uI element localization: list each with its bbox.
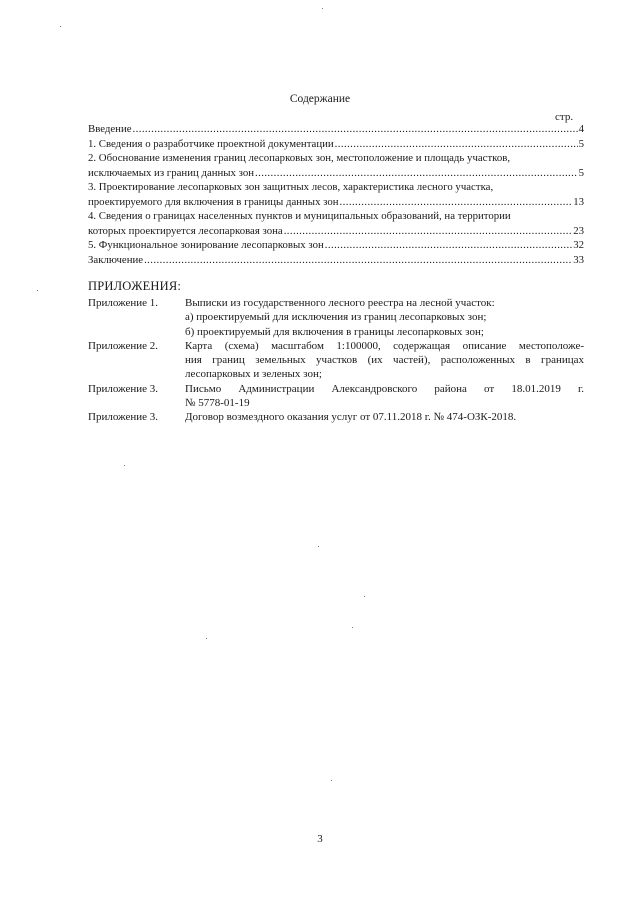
appendix-2: [88, 339, 584, 382]
toc-entry-4: [88, 209, 584, 238]
toc-entry-conclusion: [88, 253, 584, 268]
toc-entry-page: 32: [573, 239, 584, 251]
toc-leader: [335, 137, 578, 152]
toc-entry-text: Заключение: [88, 253, 144, 266]
toc-entry-page: 5: [578, 166, 584, 179]
scan-speck: [37, 290, 38, 291]
appendices-list: [88, 296, 584, 425]
appendix-line: Выписки из государственного лесного реестра на лесной участок:: [185, 297, 495, 309]
appendix-description: [185, 296, 584, 339]
toc-page-column-header: стр.: [555, 111, 574, 123]
scan-speck: [322, 8, 323, 9]
appendix-label: Приложение 3.: [88, 411, 159, 424]
toc-entry-text: 1. Сведения о разработчике проектной документации: [88, 137, 334, 150]
toc-entry-page: 4: [578, 123, 584, 135]
toc-entry-text-continued: которых проектируется лесопарковая зона: [88, 224, 283, 237]
toc-entry-page: 33: [573, 253, 584, 266]
scan-speck: [331, 780, 332, 781]
toc-leader: [144, 253, 572, 268]
appendix-line: Карта (схема) масштабом 1:100000, содержащая описание местоположе-: [185, 339, 584, 352]
scan-speck: [352, 627, 353, 628]
appendix-1: [88, 296, 584, 339]
scan-speck: [60, 26, 61, 27]
toc-entry-5: [88, 238, 584, 253]
toc-entry-text: 3. Проектирование лесопарковых зон защитных лесов, характеристика лесного участка,: [88, 181, 494, 193]
appendix-line: а) проектируемый для исключения из границ лесопарковых зон;: [185, 311, 487, 324]
scan-speck: [364, 596, 365, 597]
toc-entry-1: [88, 137, 584, 152]
page-number: 3: [317, 833, 323, 845]
appendix-3-letter: [88, 382, 584, 411]
toc-leader: [255, 166, 578, 181]
table-of-contents: [88, 122, 584, 267]
toc-entry-page: 5: [578, 137, 584, 150]
appendix-line: ния границ земельных участков (их частей), расположенных в границах: [185, 354, 584, 367]
toc-leader: [340, 195, 573, 210]
appendix-label: Приложение 3.: [88, 382, 159, 395]
toc-entry-page: 23: [573, 224, 584, 237]
appendix-description: [185, 382, 584, 411]
toc-entry-text: 5. Функциональное зонирование лесопарковых зон: [88, 239, 324, 251]
scan-speck: [124, 465, 125, 466]
toc-entry-text: 4. Сведения о границах населенных пунктов и муниципальных образований, на территории: [88, 210, 511, 222]
toc-entry-text: Введение: [88, 123, 132, 135]
toc-entry-text-continued: исключаемых из границ данных зон: [88, 166, 255, 179]
toc-leader: [325, 238, 572, 253]
appendices-title: ПРИЛОЖЕНИЯ:: [88, 279, 182, 293]
appendix-line: Письмо Администрации Александровского района от 18.01.2019 г.: [185, 382, 584, 395]
toc-entry-2: [88, 151, 584, 180]
appendix-line: б) проектируемый для включения в границы лесопарковых зон;: [185, 325, 484, 338]
toc-leader: [133, 122, 578, 137]
toc-entry-3: [88, 180, 584, 209]
appendix-label: Приложение 2.: [88, 339, 159, 352]
toc-entry-text: 2. Обоснование изменения границ лесопарковых зон, местоположение и площадь участков,: [88, 152, 511, 164]
toc-entry-introduction: [88, 122, 584, 137]
appendix-label: Приложение 1.: [88, 297, 159, 309]
toc-title: Содержание: [289, 93, 351, 105]
appendix-line: лесопарковых и зеленых зон;: [185, 368, 322, 381]
appendix-description: [185, 410, 584, 424]
toc-entry-page: 13: [573, 195, 584, 208]
appendix-description: [185, 339, 584, 382]
scan-speck: [206, 638, 207, 639]
appendix-line: Договор возмездного оказания услуг от 07.11.2018 г. № 474-ОЗК-2018.: [185, 411, 517, 424]
scan-speck: [318, 546, 319, 547]
appendix-3-contract: [88, 410, 584, 424]
toc-leader: [284, 224, 573, 239]
toc-entry-text-continued: проектируемого для включения в границы данных зон: [88, 195, 339, 208]
appendix-line: № 5778-01-19: [185, 397, 250, 410]
